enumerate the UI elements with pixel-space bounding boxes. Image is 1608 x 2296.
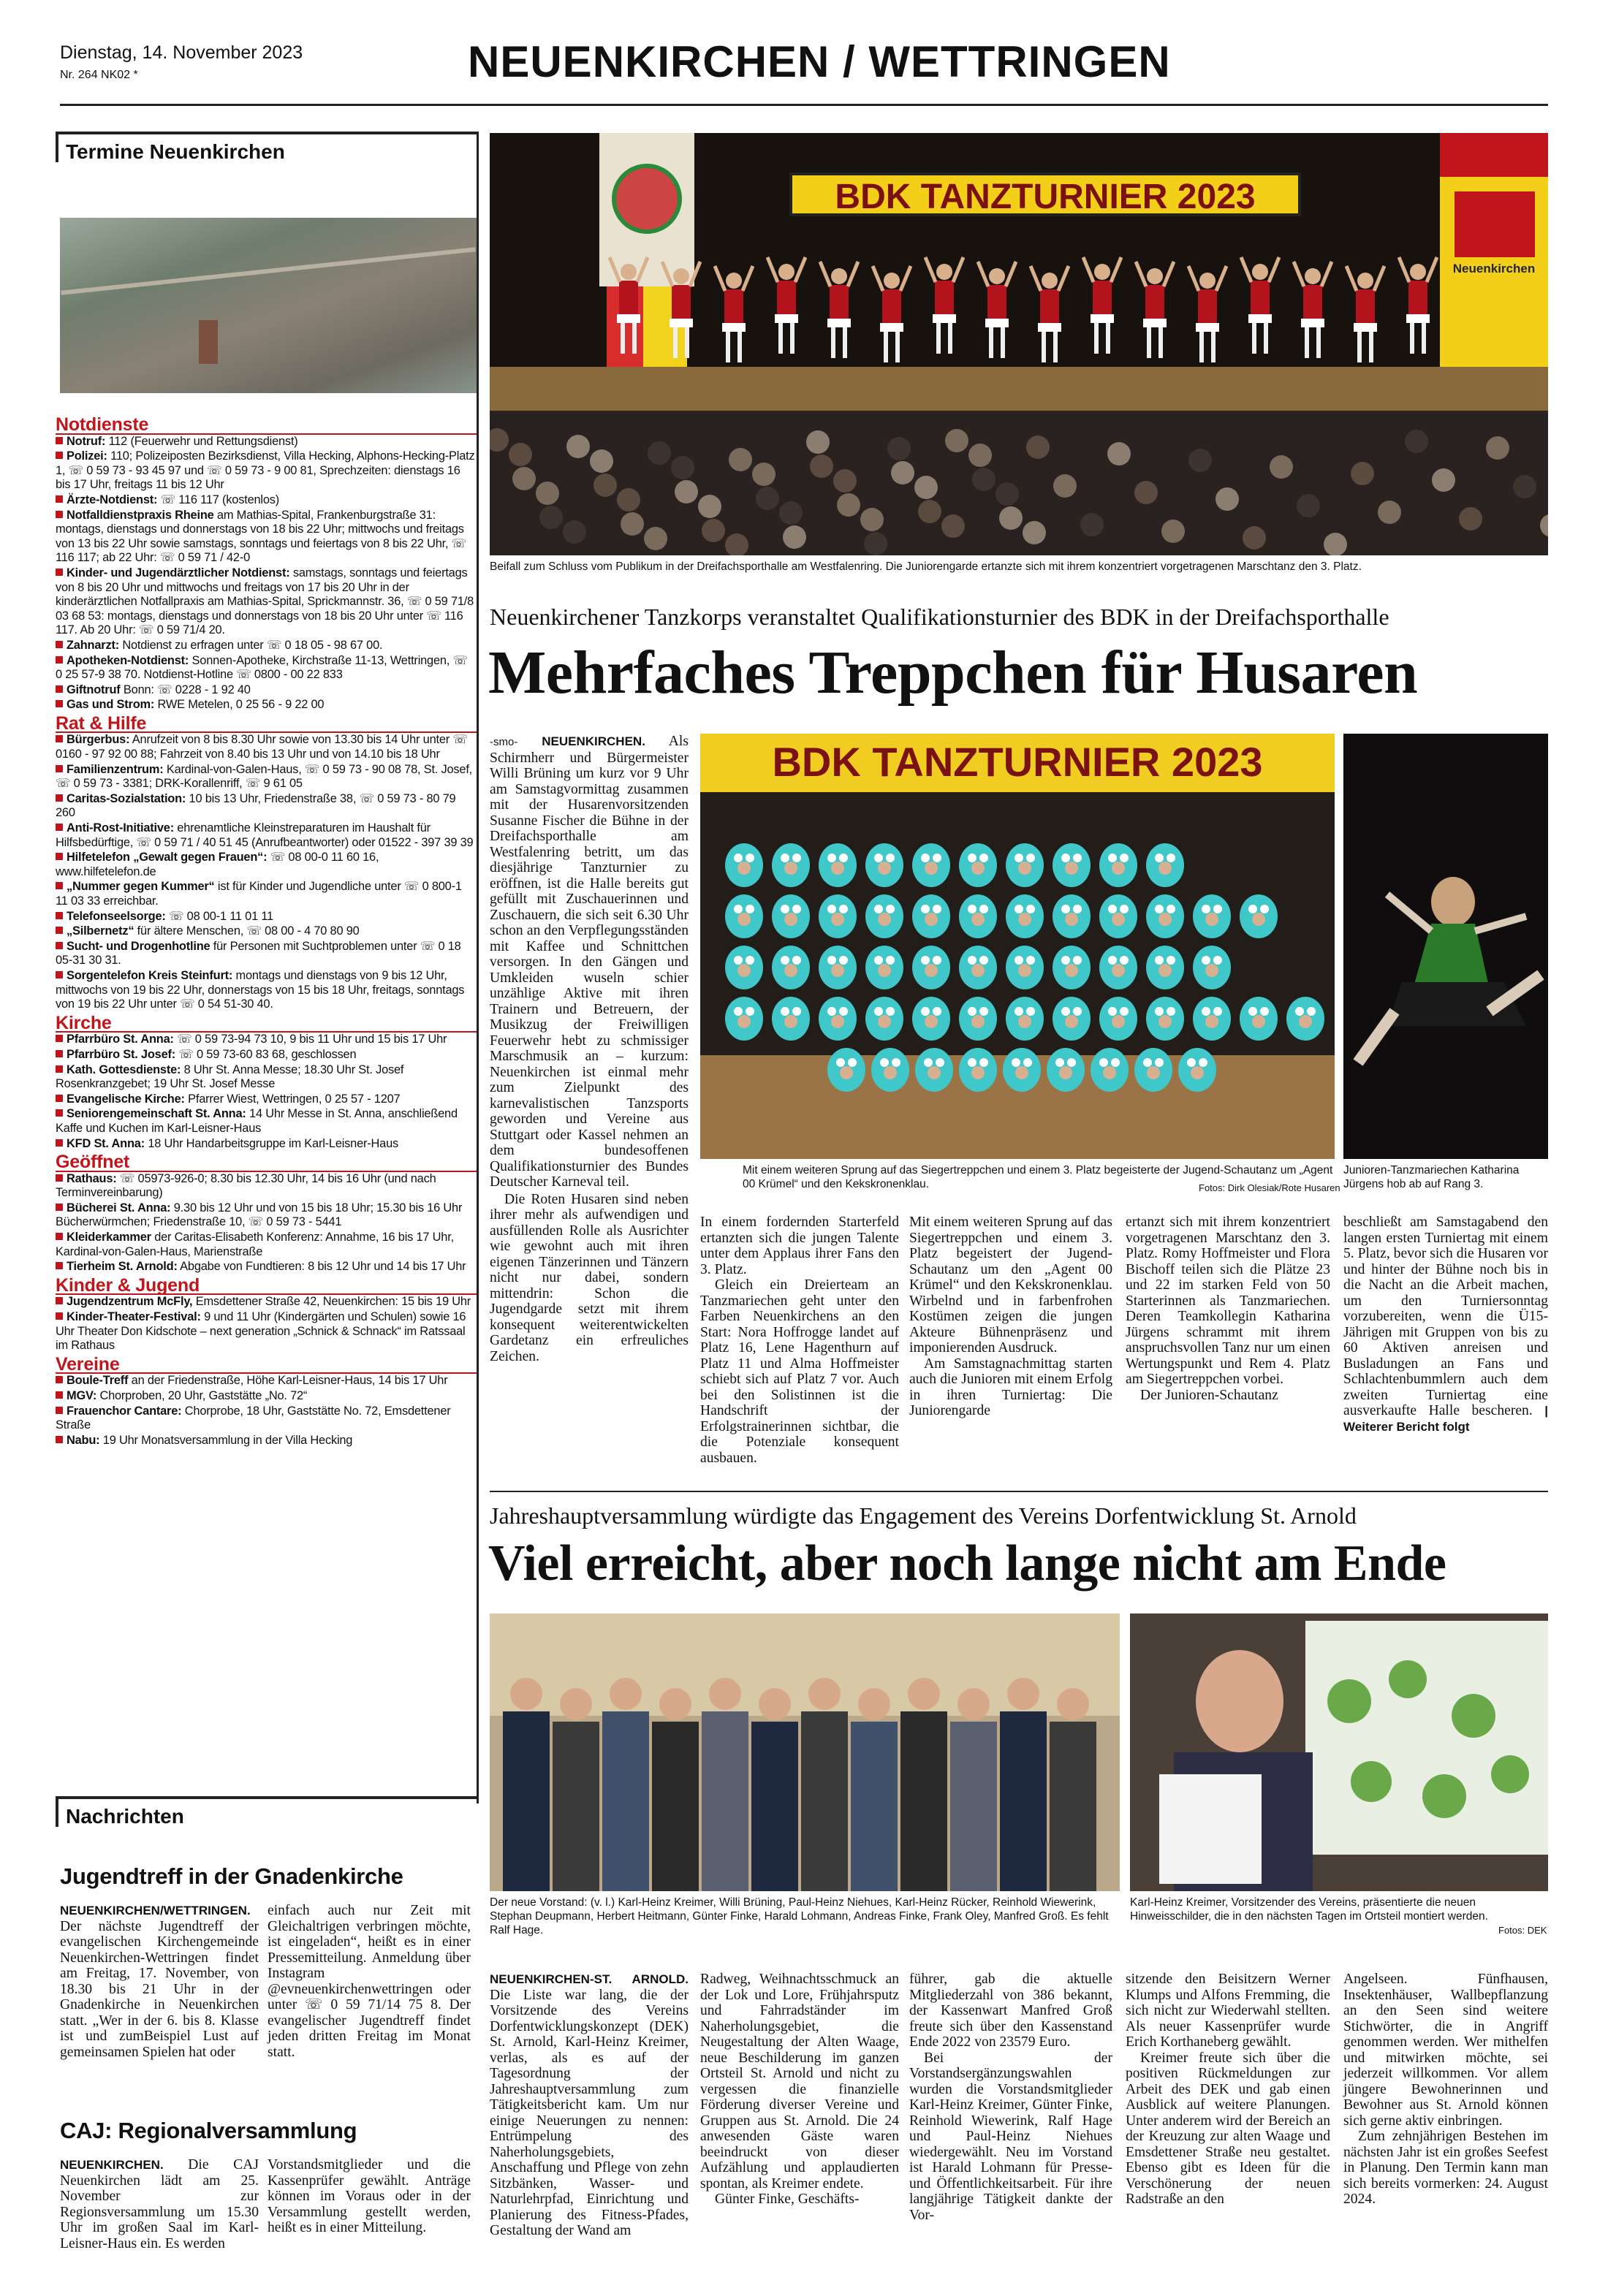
listing-item — [56, 435, 477, 449]
bullet-square-icon — [56, 1204, 63, 1211]
bullet-square-icon — [56, 882, 63, 889]
listing-item — [56, 851, 477, 879]
bullet-square-icon — [56, 794, 63, 802]
listing-text: Chorprobe, 18 Uhr, Gaststätte No. 72, Emsdettener Straße — [56, 1404, 451, 1432]
lead-more-link: | Weiterer Bericht folgt — [1343, 1404, 1548, 1434]
jugendtreff-col1: NEUENKIRCHEN/WETTRINGEN. Der nächste Jugendtreff der evangelischen Kirchengemeinde Neuenkirchen-Wettringen findet am Freitag, 17. November, von 18.30 bis 21 Uhr in der Gnadenkirche in Neuenkirchen statt. „Wer in der 6. bis 8. Klasse ist und zumBeispiel Lust auf gemeinsamen Spielen hat oder — [60, 1904, 259, 2060]
bullet-square-icon — [56, 1139, 63, 1147]
listing-text: 10 bis 13 Uhr, Friedenstraße 38, ☏ 0 59 73 - 80 79 260 — [56, 791, 456, 820]
bullet-square-icon — [56, 1391, 63, 1399]
listing-item — [56, 1172, 477, 1201]
kirche-heading: Kirche — [56, 1016, 477, 1033]
aerial-photo — [60, 218, 477, 393]
group-photo — [700, 734, 1335, 1159]
listing-text: für Personen mit Suchtproblemen unter ☏ 0 18 05-31 30 31. — [56, 939, 461, 968]
nachrichten-box — [56, 1796, 477, 1827]
listing-text: ☏ 0 59 73-94 73 10, 9 bis 11 Uhr und 15 bis 17 Uhr — [173, 1033, 447, 1046]
listing-label: Kinder-Theater-Festival: — [67, 1310, 201, 1324]
bullet-square-icon — [56, 656, 63, 664]
bullet-square-icon — [56, 853, 63, 860]
article-divider — [490, 1491, 1548, 1492]
geoeffnet-list — [56, 1172, 477, 1274]
listing-item — [56, 1260, 477, 1274]
bullet-square-icon — [56, 971, 63, 978]
listing-label: Apotheken-Notdienst: — [67, 653, 189, 667]
listing-label: Gas und Strom: — [67, 698, 155, 712]
rat-heading: Rat & Hilfe — [56, 717, 477, 734]
group-credit: Fotos: Dirk Olesiak/Rote Husaren — [1199, 1182, 1340, 1193]
solo-photo — [1343, 734, 1548, 1159]
listing-item — [56, 1231, 477, 1259]
bullet-square-icon — [56, 1376, 63, 1383]
listing-item — [56, 1107, 477, 1136]
board-photo — [490, 1613, 1120, 1891]
listing-text: an der Friedenstraße, Höhe Karl-Leisner-Haus, 14 bis 17 Uhr — [128, 1374, 448, 1388]
rat-list — [56, 733, 477, 1011]
signs-caption: Karl-Heinz Kreimer, Vorsitzender des Vereins, präsentierte die neuen Hinweisschilder, die in den nächsten Tagen im Ortsteil montiert werden. — [1130, 1896, 1488, 1923]
listing-text: 110; Polizeiposten Bezirksdienst, Villa Hecking, Alphons-Hecking-Platz 1, ☏ 0 59 73 - 93 45 97 und ☏ 0 59 73 - 9 00 81, Sprechzeiten: dienstags 16 bis 17 Uhr, freitags 11 bis 12 Uhr — [56, 449, 475, 492]
second-headline: Viel erreicht, aber noch lange nicht am Ende — [488, 1535, 1446, 1592]
listing-text: ☏ 08 00-0 11 60 16, www.hilfetelefon.de — [56, 851, 379, 878]
bullet-square-icon — [56, 1065, 63, 1073]
listing-item — [56, 880, 477, 908]
kinder-heading: Kinder & Jugend — [56, 1279, 477, 1296]
listing-text: samstags, sonntags und feiertags von 8 bis 20 Uhr und mittwochs und freitags von 17 bis 20 Uhr in der kinderärztlichen Notfallpraxis am Mathias-Spital, Sprickmannstr. 36, ☏ 0 59 71/8 03 68 53: montags, dienstags und donnerstags von 18 bis 20 Uhr unter ☏ 116 117. Ab 20 Uhr: ☏ 0 59 71/4 20. — [56, 566, 474, 637]
listing-label: Evangelische Kirche: — [67, 1092, 185, 1106]
jugendtreff-col2: einfach auch nur Zeit mit Gleichaltrigen verbringen möchte, ist eingeladen“, heißt es in einer Pressemitteilung. Anmeldung über Instagram @evneuenkirchenwettringen oder unter ☏ 0 59 71/14 75 8. Der evangelischer Jugendtreff findet jeden dritten Freitag im Monat statt. — [268, 1903, 471, 2060]
listing-label: Zahnarzt: — [67, 638, 119, 652]
lead-headline: Mehrfaches Treppchen für Husaren — [488, 639, 1418, 707]
listing-text: ☏ 05973-926-0; 8.30 bis 12.30 Uhr, 14 bis 16 Uhr (und nach Terminvereinbarung) — [56, 1171, 436, 1200]
bullet-square-icon — [56, 641, 63, 648]
vereine-heading: Vereine — [56, 1358, 477, 1375]
listing-text: für ältere Menschen, ☏ 08 00 - 4 70 80 90 — [134, 924, 360, 938]
listing-item — [56, 821, 477, 850]
bullet-square-icon — [56, 1407, 63, 1414]
stage-photo — [490, 133, 1548, 555]
listing-text: Chorproben, 20 Uhr, Gaststätte „No. 72“ — [96, 1389, 308, 1402]
second-col4: sitzende den Beisitzern Werner Klumps und Alfons Fremming, die sich nicht zur Wiederwahl stellten. Als neuer Kassenprüfer wurde Erich Korthaneberg gewählt. Kreimer freute sich über die positiven Rückmeldungen zur Arbeit des DEK und gab einen Ausblick auf weitere Planungen. Unter anderem wird der Bereich an der Kreuzung zur alten Waage und Emsdettener Straße neu gestaltet. Ebenso gibt es Ideen für die Verschönerung der neuen Radstraße an den — [1126, 1972, 1330, 2207]
second-col2: Radweg, Weihnachtsschmuck an der Lok und Lore, Frühjahrsputz und Fahrradständer im Naherholungsgebiet, die Neugestaltung der Alten Waage, neue Beschilderung im ganzen Ortsteil St. Arnold und nicht zu vergessen die finanzielle Förderung diverser Vereine und Gruppen aus St. Arnold. Die 24 anwesenden Gäste waren beeindruckt von dieser Aufzählung und applaudierten spontan, als Kreimer endete. Günter Finke, Geschäfts- — [700, 1972, 899, 2207]
listing-text: Sonnen-Apotheke, Kirchstraße 11-13, Wettringen, ☏ 0 25 57-9 38 70. Notdienst-Hotline ☏ 0800 - 00 22 833 — [56, 653, 468, 682]
bullet-square-icon — [56, 452, 63, 459]
bullet-square-icon — [56, 824, 63, 831]
listing-label: Bürgerbus: — [67, 733, 130, 747]
listing-item — [56, 1374, 477, 1388]
listing-item — [56, 969, 477, 1012]
listing-label: Jugendzentrum McFly, — [67, 1295, 193, 1309]
listing-label: Hilfetelefon „Gewalt gegen Frauen“: — [67, 851, 268, 864]
listing-label: Bücherei St. Anna: — [67, 1201, 171, 1214]
listing-text: Kardinal-von-Galen-Haus, ☏ 0 59 73 - 90 08 78, St. Josef, ☏ 0 59 73 - 3381; DRK-Korallenriff, ☏ 9 61 05 — [56, 762, 473, 791]
caj-title: CAJ: Regionalversammlung — [60, 2118, 357, 2143]
bullet-square-icon — [56, 1233, 63, 1240]
listing-item — [56, 639, 477, 653]
lead-col5: beschließt am Samstagabend den langen ersten Turniertag mit einem 5. Platz, bevor sich die Husaren vor und hinter der Bühne noch bis in die Nacht an die Arbeit machen, um den Turniersonntag vorzubereiten, wenn die Ü15-Jährigen mit Gruppen von bis zu 60 Aktiven anreisen und Busladungen an Fans und Schlachtenbummlern auch dem zweiten Turniertag eine ausverkaufte Halle bescheren. | Weiterer Bericht folgt — [1343, 1214, 1548, 1434]
listing-label: Boule-Treff — [67, 1374, 129, 1388]
listing-item — [56, 763, 477, 791]
listing-label: Seniorengemeinschaft St. Anna: — [67, 1107, 246, 1121]
section-title: NEUENKIRCHEN / WETTRINGEN — [468, 37, 1171, 86]
listing-label: Tierheim St. Arnold: — [67, 1260, 178, 1274]
listing-item — [56, 1404, 477, 1433]
listing-text: Emsdettener Straße 42, Neuenkirchen: 15 bis 19 Uhr — [192, 1295, 471, 1309]
termine-heading: Termine Neuenkirchen — [56, 132, 477, 162]
listing-label: Pfarrbüro St. Anna: — [67, 1033, 174, 1046]
group-banner: BDK TANZTURNIER 2023 — [772, 739, 1263, 785]
bullet-square-icon — [56, 1312, 63, 1320]
listing-label: Kleiderkammer — [67, 1231, 151, 1244]
listing-text: RWE Metelen, 0 25 56 - 9 22 00 — [154, 698, 325, 712]
listing-label: Giftnotruf — [67, 683, 121, 696]
listing-item — [56, 698, 477, 712]
stage-banner: BDK TANZTURNIER 2023 — [789, 172, 1301, 216]
board-caption: Der neue Vorstand: (v. l.) Karl-Heinz Kreimer, Willi Brüning, Paul-Heinz Niehues, Karl-Heinz Rücker, Reinhold Wiewerink, Stephan Deupmann, Herbert Heitmann, Günter Finke, Harald Lohmann, Andreas Finke, Frank Oley, Manfred Groß. Es fehlt Ralf Hage. — [490, 1896, 1109, 1936]
listing-item — [56, 683, 477, 698]
listing-item — [56, 1048, 477, 1063]
bullet-square-icon — [56, 700, 63, 707]
listing-text: Abgabe von Fundtieren: 8 bis 12 Uhr und 14 bis 17 Uhr — [177, 1260, 466, 1274]
caj-dateline: NEUENKIRCHEN. — [60, 2158, 164, 2172]
listing-item — [56, 924, 477, 939]
group-caption: Mit einem weiteren Sprung auf das Siegertreppchen und einem 3. Platz begeisterte der Jugend-Schautanz um „Agent 00 Krümel“ und den Kekskronenklau. — [743, 1164, 1333, 1190]
lead-col4: ertanzt sich mit ihrem konzentriert vorgetragenen Marschtanz den 3. Platz. Romy Hoffmeister und Flora Bischoff teilen sich die Plätze 23 und 22 im starken Feld von 50 Starterinnen als Tanzmariechen. Deren Teamkollegin Katharina Jürgens schrammt mit ihrem anspruchsvollen Tanz nur um einen Wertungspunkt und Rem 4. Platz am Siegertreppchen vorbei. Der Junioren-Schautanz — [1126, 1214, 1330, 1403]
listing-label: Rathaus: — [67, 1171, 117, 1185]
listing-label: MGV: — [67, 1389, 97, 1402]
listing-text: 8 Uhr St. Anna Messe; 18.30 Uhr St. Josef Rosenkranzgebet; 19 Uhr St. Josef Messe — [56, 1063, 404, 1091]
flag-label: Neuenkirchen — [1452, 262, 1536, 275]
solo-caption: Junioren-Tanzmariechen Katharina Jürgens hob ab auf Rang 3. — [1343, 1164, 1520, 1190]
bullet-square-icon — [56, 927, 63, 934]
bullet-square-icon — [56, 1297, 63, 1304]
listing-label: Notfalldienstpraxis Rheine — [67, 508, 214, 522]
listing-label: „Silbernetz“ — [67, 924, 134, 938]
bullet-square-icon — [56, 912, 63, 919]
listing-label: Caritas-Sozialstation: — [67, 791, 186, 805]
listing-label: Pfarrbüro St. Josef: — [67, 1047, 176, 1061]
listing-label: Familienzentrum: — [67, 762, 164, 776]
listing-item — [56, 1389, 477, 1404]
listing-text: ehrenamtliche Kleinstreparaturen im Haushalt für Hilfsbedürftige, ☏ 0 59 71 / 40 51 45 (Anrufbeantworter) oder 01522 - 397 39 39 — [56, 821, 474, 849]
listing-label: Anti-Rost-Initiative: — [67, 821, 174, 835]
second-col3: führer, gab die aktuelle Mitgliederzahl von 386 bekannt, der Kassenwart Manfred Groß freute sich über den Kassenstand Ende 2022 von 23579 Euro. Bei der Vorstandsergänzungswahlen wurden die Vorstandsmitglieder Karl-Heinz Kreimer, Günter Finke, Reinhold Wiewerink, Ralf Hage und Paul-Heinz Niehues wiedergewählt. Neu im Vorstand ist Harald Lohmann für Presse- und Öffentlichkeitsarbeit. Für ihre langjährige Tätigkeit dankte der Vor- — [909, 1972, 1112, 2223]
kinder-list — [56, 1295, 477, 1353]
listing-text: 9.30 bis 12 Uhr und von 15 bis 18 Uhr; 15.30 bis 16 Uhr Bücherwürmchen; Friedenstraße 10, ☏ 0 59 73 - 5441 — [56, 1201, 463, 1229]
listing-label: Kinder- und Jugendärztlicher Notdienst: — [67, 566, 290, 579]
listing-item — [56, 1092, 477, 1107]
column-divider — [477, 132, 479, 1803]
listing-label: Ärzte-Notdienst: — [67, 493, 158, 506]
bullet-square-icon — [56, 1035, 63, 1042]
bullet-square-icon — [56, 765, 63, 772]
lead-photo-caption: Beifall zum Schluss vom Publikum in der Dreifachsporthalle am Westfalenring. Die Juniorengarde ertanzte sich mit ihrem konzentriert vorgetragenen Marschtanz den 3. Platz. — [490, 560, 1362, 573]
bullet-square-icon — [56, 942, 63, 949]
lead-col3: Mit einem weiteren Sprung auf das Siegertreppchen und einem 3. Platz begeistert der Jugend-Schautanz um den „Agent 00 Krümel“ und den Kekskronenklau. Wirbelnd und in farbenfrohen Kostümen zeigen die jungen Akteure Bühnenpräsenz und imponierenden Ausdruck. Am Samstagnachmittag starten auch die Junioren mit einem Erfolg in ihren Turniertag: Die Juniorengarde — [909, 1214, 1112, 1418]
notdienste-list — [56, 435, 477, 712]
listing-label: „Nummer gegen Kummer“ — [67, 880, 215, 894]
lead-col2: In einem fordernden Starterfeld ertanzten sich die jungen Talente unter dem Applaus ihrer Fans den 3. Platz. Gleich ein Dreierteam an Tanzmariechen geht unter den Farben Neuenkirchens an den Start: Nora Hoffrogge landet auf Platz 16, Lene Hagenthurn auf Platz 11 und Alma Hoffmeister schiebt sich auf Platz 7 vor. Auch bei den Solistinnen ist die Handschrift der Erfolgstrainerinnen sichtbar, die die Potenziale konsequent ausbauen. — [700, 1214, 899, 1466]
listings — [56, 414, 477, 1448]
lead-author: -smo- — [490, 736, 518, 748]
listing-text: am Mathias-Spital, Frankenburgstraße 31: montags, dienstags und donnerstags von 18 bis 22 Uhr; mittwochs und freitags von 13 bis 22 Uhr sowie samstags, sonntags und feiertags von 8 bis 22 Uhr, ☏ 116 117; ab 22 Uhr: ☏ 0 59 71 / 42-0 — [56, 508, 466, 565]
listing-item — [56, 910, 477, 924]
second-col1: NEUENKIRCHEN-ST. ARNOLD. Die Liste war lang, die der Vorsitzende des Vereins Dorfentwicklungskonzept (DEK) St. Arnold, Karl-Heinz Kreimer, verlas, als es auf der Tagesordnung der Jahreshauptversammlung zum Tätigkeitsbericht kam. Um nur einige Neuerungen zu nennen: Entrümpelung des Naherholungsgebiets, Anschaffung und Pflege von zehn Sitzbänken, Wasser- und Naturlehrpfad, Einrichtung und Planierung des Fitness-Pfades, Gestaltung der Wand am — [490, 1972, 689, 2238]
listing-label: Nabu: — [67, 1433, 100, 1447]
listing-item — [56, 1434, 477, 1448]
listing-label: Frauenchor Cantare: — [67, 1404, 182, 1418]
jugendtreff-title: Jugendtreff in der Gnadenkirche — [60, 1863, 403, 1889]
second-col5: Angelseen. Fünfhausen, Insektenhäuser, Wallbepflanzung an den Seen sind weitere Stichwörter, die in Angriff genommen werden. Wer mithelfen und mitwirken möchte, sei jederzeit willkommen. Vor allem jüngere Bewohnerinnen und Bewohner aus St. Arnold können sich gerne aktiv einbringen. Zum zehnjährigen Bestehen im nächsten Jahr ist ein großes Seefest in Planung. Den Termin kann man sich bereits vormerken: 24. August 2024. — [1343, 1972, 1548, 2207]
listing-item — [56, 1137, 477, 1152]
listing-text: der Caritas-Elisabeth Konferenz: Annahme, 16 bis 17 Uhr, Kardinal-von-Galen-Haus, Marienstraße — [56, 1231, 454, 1258]
signs-photo — [1130, 1613, 1548, 1891]
vereine-list — [56, 1374, 477, 1448]
listing-label: Telefonseelsorge: — [67, 909, 166, 923]
listing-item — [56, 733, 477, 761]
second-dateline: NEUENKIRCHEN-ST. ARNOLD. — [490, 1972, 689, 1986]
listing-label: Sucht- und Drogenhotline — [67, 939, 211, 953]
listing-item — [56, 792, 477, 821]
lead-kicker: Neuenkirchener Tanzkorps veranstaltet Qualifikationsturnier des BDK in der Dreifachsporthalle — [490, 604, 1389, 630]
listing-text: ☏ 08 00-1 11 01 11 — [165, 909, 273, 923]
listing-text: Bonn: ☏ 0228 - 1 92 40 — [120, 683, 251, 696]
listing-item — [56, 1295, 477, 1309]
bullet-square-icon — [56, 1050, 63, 1057]
listing-item — [56, 1310, 477, 1353]
listing-text: 18 Uhr Handarbeitsgruppe im Karl-Leisner-Haus — [144, 1136, 398, 1150]
listing-text: Anrufzeit von 8 bis 8.30 Uhr sowie von 13.30 bis 14 Uhr unter ☏ 0160 - 97 92 00 88; Fahrzeit von 8.40 bis 13 Uhr und von 14.10 bis 18 Uhr — [56, 733, 468, 761]
listing-item — [56, 449, 477, 493]
listing-item — [56, 566, 477, 638]
caj-col2: Vorstandsmitglieder und die Kassenprüfer gewählt. Anträge können im Voraus oder in der Versammlung gestellt werden, heißt es in einer Mitteilung. — [268, 2157, 471, 2235]
issue-date: Dienstag, 14. November 2023 — [60, 42, 303, 63]
bullet-square-icon — [56, 437, 63, 444]
listing-item — [56, 509, 477, 566]
lead-col1: -smo- NEUENKIRCHEN. Als Schirmherr und Bürgermeister Willi Brüning um kurz vor 9 Uhr am Samstagvormittag zusammen mit der Husarenvorsitzenden Susanne Fischer die Bühne in der Dreifachsporthalle am Westfalenring betritt, um das diesjährige Tanzturnier zu eröffnen, ist die Halle bereits gut gefüllt mit Zuschauerinnen und Zuschauern, die sich seit 6.30 Uhr schon an den Verpflegungsständen mit Kaffee und Schnittchen versorgen. In den Gängen und Umkleiden wuseln schier unzählige Aktive mit ihren Trainern und Betreuern, der Musikzug der Freiwilligen Feuerwehr hebt zu schmissiger Marschmusik an – kurzum: Neuenkirchen ist einmal mehr zum Zielpunkt des karnevalistischen Tanzsports geworden und Vereine aus Stuttgart oder Kassel nehmen an dem bundesoffenen Qualifikationsturnier des Bundes Deutscher Karneval teil. Die Roten Husaren sind neben ihrer mehr als aufwendigen und ausfüllenden Rolle als Ausrichter wie gewohnt auch mit ihren eigenen Tänzerinnen und Tänzern nicht nur dabei, sondern mittendrin: Schon die Jugendgarde setzt mit ihrem konsequent weiterentwickelten Gardetanz ein erfreuliches Zeichen. — [490, 734, 689, 1364]
bullet-square-icon — [56, 685, 63, 693]
listing-item — [56, 493, 477, 508]
termine-box — [56, 132, 477, 162]
bullet-square-icon — [56, 1174, 63, 1182]
bullet-square-icon — [56, 495, 63, 503]
listing-label: Kath. Gottesdienste: — [67, 1063, 181, 1076]
nachrichten-heading: Nachrichten — [56, 1796, 477, 1827]
bullet-square-icon — [56, 1109, 63, 1117]
bullet-square-icon — [56, 735, 63, 742]
listing-text: ist für Kinder und Jugendliche unter ☏ 0 800-1 11 03 33 erreichbar. — [56, 880, 462, 908]
bullet-square-icon — [56, 1262, 63, 1269]
bullet-square-icon — [56, 1436, 63, 1443]
listing-text: Notdienst zu erfragen unter ☏ 0 18 05 - 98 67 00. — [118, 638, 383, 652]
listing-label: KFD St. Anna: — [67, 1136, 145, 1150]
listing-label: Polizei: — [67, 449, 107, 463]
second-kicker: Jahreshauptversammlung würdigte das Engagement des Vereins Dorfentwicklung St. Arnold — [490, 1502, 1357, 1529]
bullet-square-icon — [56, 1095, 63, 1102]
listing-text: ☏ 116 117 (kostenlos) — [157, 493, 280, 506]
listing-text: 112 (Feuerwehr und Rettungsdienst) — [105, 434, 298, 448]
listing-text: montags und dienstags von 9 bis 12 Uhr, mittwochs von 19 bis 22 Uhr, donnerstags von 15 bis 18 Uhr, freitags, sonntags von 19 bis 22 Uhr unter ☏ 0 54 51-30 40. — [56, 968, 465, 1011]
listing-text: ☏ 0 59 73-60 83 68, geschlossen — [175, 1047, 357, 1061]
header-rule — [60, 104, 1548, 106]
caj-col1: NEUENKIRCHEN. Die CAJ Neuenkirchen lädt am 25. November zur Regionsversammlung um 15.30 Uhr im großen Saal im Karl-Leisner-Haus ein. Es werden — [60, 2157, 259, 2251]
signs-credit: Fotos: DEK — [1498, 1925, 1547, 1936]
notdienste-heading: Notdienste — [56, 418, 477, 435]
listing-text: Pfarrer Wiest, Wettringen, 0 25 57 - 1207 — [184, 1092, 401, 1106]
listing-text: 19 Uhr Monatsversammlung in der Villa Hecking — [99, 1433, 353, 1447]
lead-dateline: NEUENKIRCHEN. — [542, 734, 645, 748]
listing-label: Sorgentelefon Kreis Steinfurt: — [67, 968, 233, 982]
listing-label: Notruf: — [67, 434, 106, 448]
listing-item — [56, 654, 477, 683]
listing-text: 9 und 11 Uhr (Kindergärten und Schulen) sowie 16 Uhr Theater Don Kidschote – next generation „Schnick & Schnack“ im Ratssaal im Rathaus — [56, 1310, 466, 1353]
kirche-list — [56, 1033, 477, 1151]
listing-item — [56, 940, 477, 968]
jugendtreff-dateline: NEUENKIRCHEN/WETTRINGEN. — [60, 1904, 251, 1917]
issue-number: Nr. 264 NK02 * — [60, 69, 138, 81]
bullet-square-icon — [56, 569, 63, 576]
listing-item — [56, 1063, 477, 1092]
geoeffnet-heading: Geöffnet — [56, 1155, 477, 1172]
listing-item — [56, 1201, 477, 1230]
listing-item — [56, 1033, 477, 1047]
listing-text: 14 Uhr Messe in St. Anna, anschließend Kaffe und Kuchen im Karl-Leisner-Haus — [56, 1107, 458, 1135]
bullet-square-icon — [56, 511, 63, 518]
